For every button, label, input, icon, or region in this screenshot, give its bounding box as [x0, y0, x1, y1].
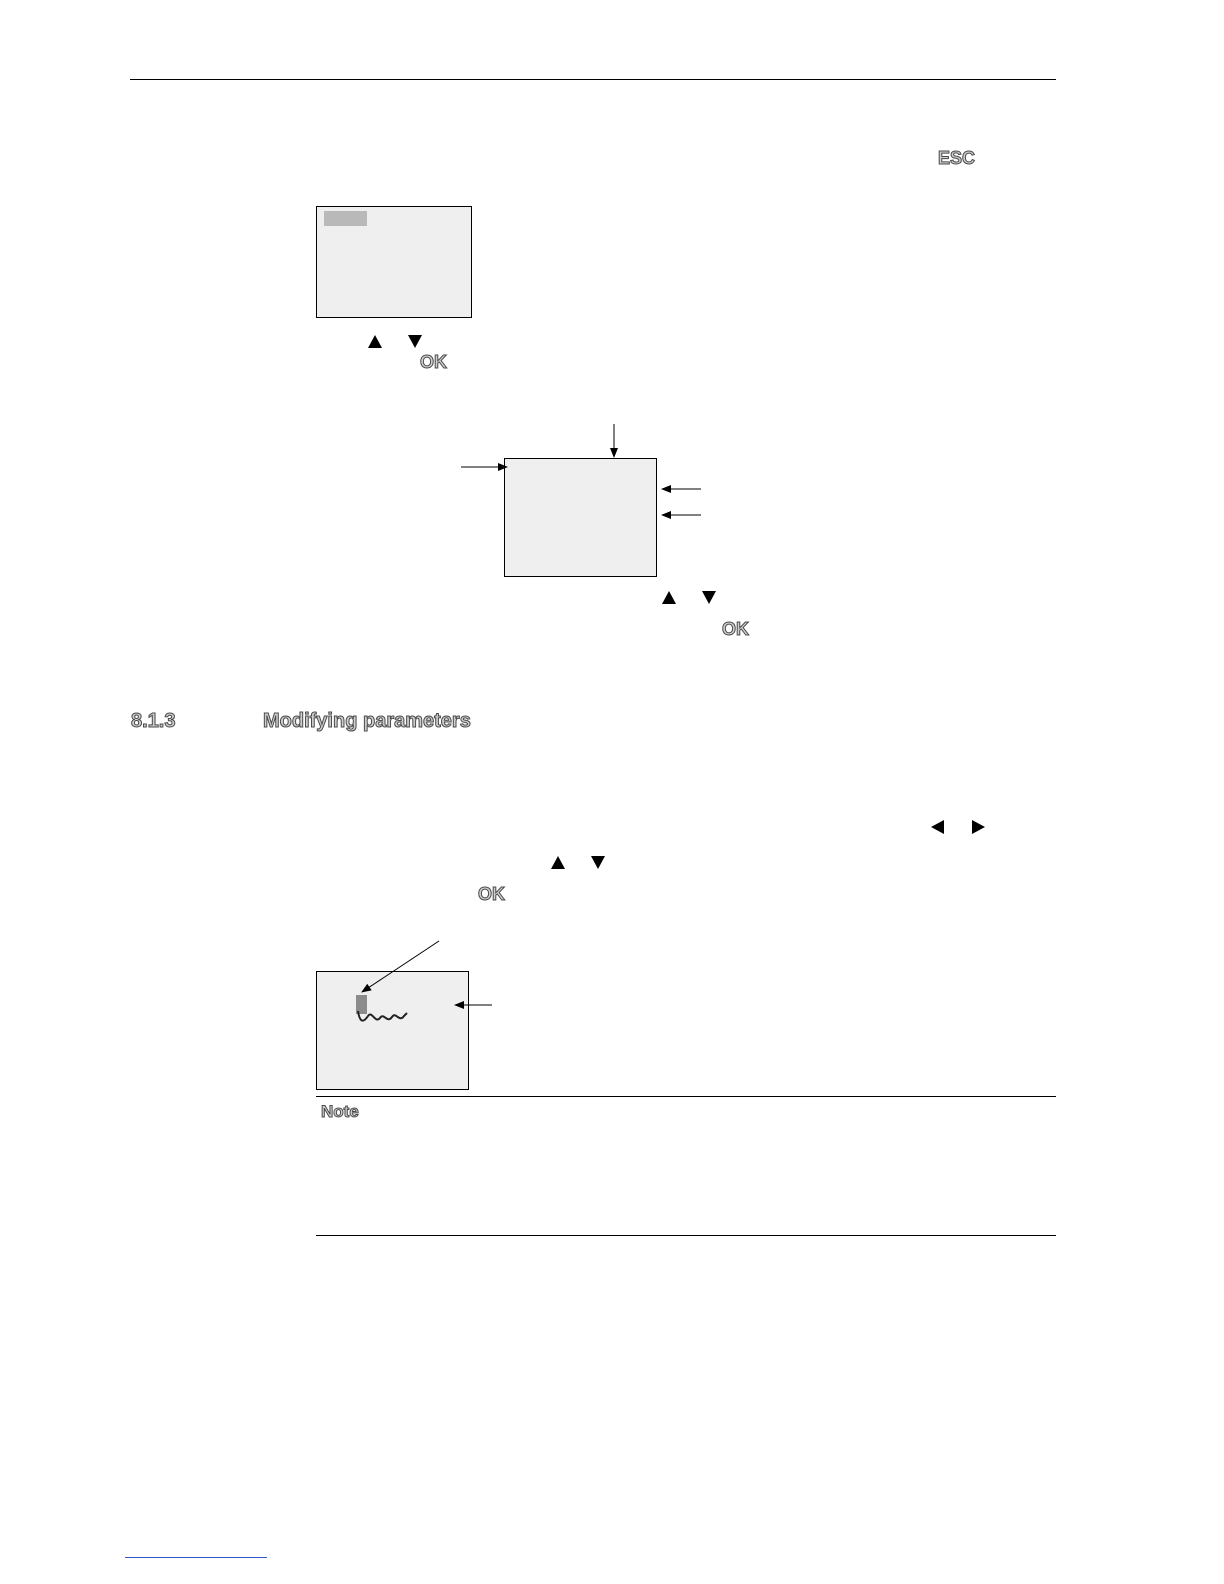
section-number: 8.1.3 [131, 710, 176, 732]
esc-key-label: ESC [938, 148, 976, 168]
ok-key-label: OK [478, 884, 505, 904]
ok-key-label: OK [420, 352, 447, 372]
section-title: Modifying parameters [263, 710, 471, 732]
squiggle-underline [358, 1011, 407, 1021]
ok-key-label: OK [722, 619, 749, 639]
arrow-icon [362, 941, 439, 992]
note-label: Note [321, 1102, 359, 1121]
